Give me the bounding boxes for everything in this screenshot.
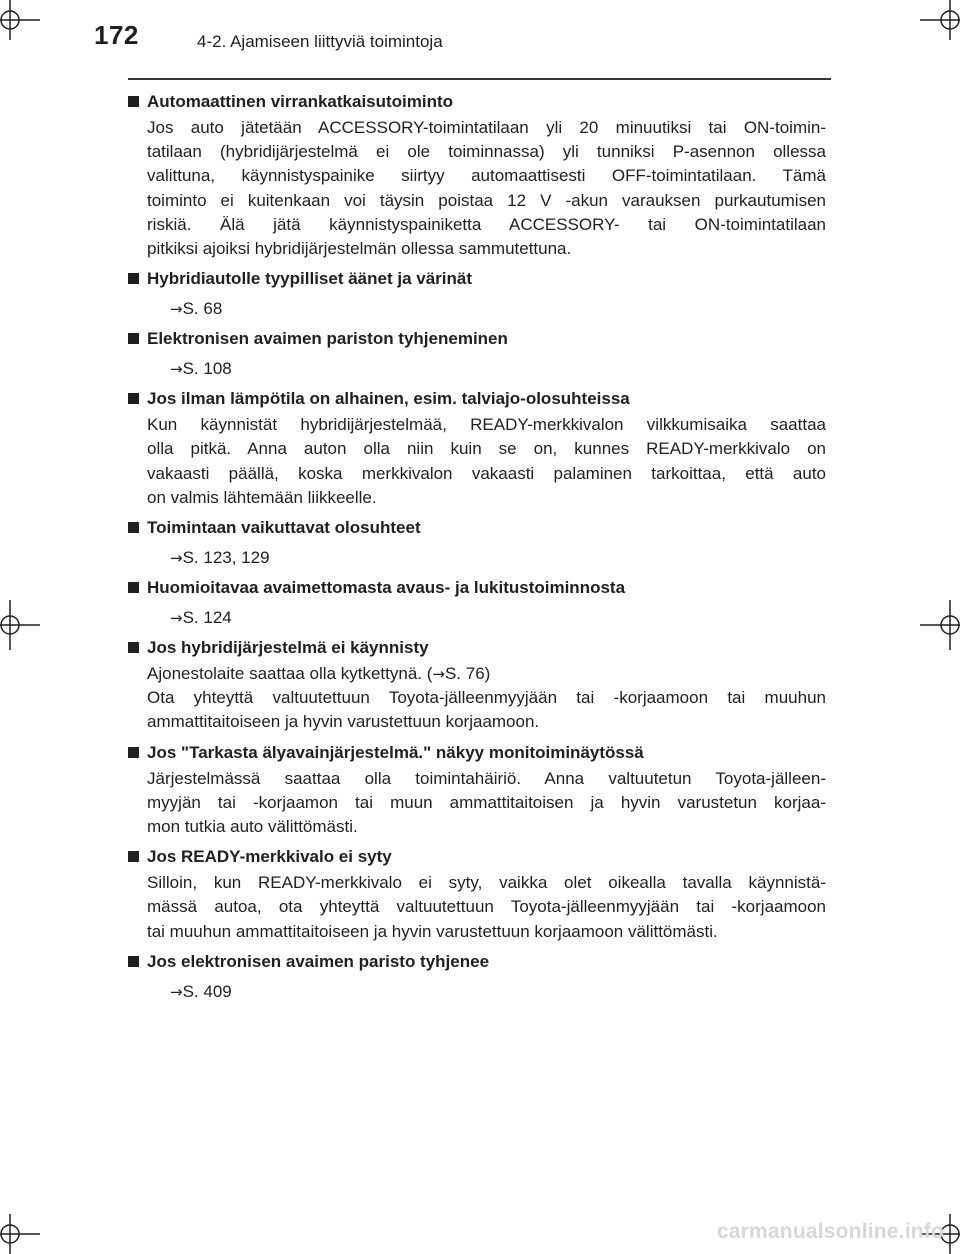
- watermark: carmanualsonline.info: [716, 1220, 944, 1243]
- section-heading: Hybridiautolle tyypilliset äänet ja värinät: [147, 269, 472, 289]
- page-reference[interactable]: [170, 357, 826, 381]
- body-line: myyjän tai -korjaamon tai muun ammattitaitoisen ja hyvin varustetun korjaa-: [147, 792, 826, 812]
- body-line: vakaasti päällä, koska merkkivalon vakaasti palaminen tarkoittaa, että auto: [147, 463, 826, 483]
- square-bullet-icon: [128, 333, 139, 344]
- body-line: Järjestelmässä saattaa olla toimintahäiriö. Anna valtuutetun Toyota-jälleen-: [147, 768, 826, 788]
- right-arrow-icon: →: [170, 982, 183, 1001]
- section-heading: Huomioitavaa avaimettomasta avaus- ja lukitustoiminnosta: [147, 578, 626, 598]
- section-body: [147, 116, 826, 261]
- body-line: olla pitkä. Anna auton olla niin kuin se on, kunnes READY-merkkivalo on: [147, 439, 826, 459]
- body-line: mässä autoa, ota yhteyttä valtuutettuun Toyota-jälleenmyyjään tai -korjaamoon: [147, 897, 826, 917]
- body-line: ammattitaitoiseen ja hyvin varustettuun korjaamoon.: [147, 712, 540, 732]
- body-line: valittuna, käynnistyspainike siirtyy automaattisesti OFF-toimintatilaan. Tämä: [147, 166, 826, 186]
- page-reference[interactable]: [170, 546, 826, 570]
- section-heading: Jos "Tarkasta älyavainjärjestelmä." näkyy monitoiminäytössä: [147, 742, 644, 762]
- body-line: mon tutkia auto välittömästi.: [147, 817, 358, 837]
- reference-text: S. 409: [182, 981, 232, 1001]
- body-text: Ajonestolaite saattaa olla kytkettynä. (: [147, 664, 433, 684]
- body-line: pitkiksi ajoiksi hybridijärjestelmän ollessa sammutettuna.: [147, 239, 572, 259]
- section-body: [147, 767, 826, 840]
- page-number: 172: [94, 20, 139, 50]
- registration-mark-icon: [920, 0, 960, 40]
- page-reference[interactable]: [170, 980, 826, 1004]
- body-line: Jos auto jätetään ACCESSORY-toimintatilaan yli 20 minuutiksi tai ON-toimin-: [147, 118, 826, 137]
- section-heading: Toimintaan vaikuttavat olosuhteet: [147, 518, 421, 538]
- square-bullet-icon: [128, 582, 139, 593]
- right-arrow-icon: →: [170, 360, 183, 379]
- page-reference[interactable]: [170, 606, 826, 630]
- section-heading: Jos ilman lämpötila on alhainen, esim. talviajo-olosuhteissa: [147, 389, 630, 409]
- section-heading: Jos hybridijärjestelmä ei käynnisty: [147, 638, 429, 658]
- right-arrow-icon: →: [432, 665, 445, 684]
- section-body: [147, 871, 826, 944]
- square-bullet-icon: [128, 96, 139, 107]
- square-bullet-icon: [128, 747, 139, 758]
- square-bullet-icon: [128, 393, 139, 404]
- body-line: [147, 662, 826, 686]
- square-bullet-icon: [128, 851, 139, 862]
- body-line: on valmis lähtemään liikkeelle.: [147, 487, 377, 507]
- right-arrow-icon: →: [170, 300, 183, 319]
- inline-page-reference[interactable]: S. 76): [444, 664, 491, 684]
- square-bullet-icon: [128, 522, 139, 533]
- right-arrow-icon: →: [170, 609, 183, 628]
- page-content: [128, 90, 826, 1010]
- section-heading: Automaattinen virrankatkaisutoiminto: [147, 92, 454, 111]
- registration-mark-icon: [920, 600, 960, 650]
- square-bullet-icon: [128, 956, 139, 967]
- body-line: Silloin, kun READY-merkkivalo ei syty, vaikka olet oikealla tavalla käynnistä-: [147, 873, 826, 893]
- square-bullet-icon: [128, 273, 139, 284]
- registration-mark-icon: [0, 0, 40, 40]
- page-reference[interactable]: [170, 297, 826, 321]
- section-keyless-notes: [128, 576, 826, 630]
- body-line: Ota yhteyttä valtuutettuun Toyota-jälleenmyyjään tai -korjaamoon tai muuhun: [147, 688, 826, 708]
- reference-text: S. 68: [182, 299, 223, 319]
- body-line: tatilaan (hybridijärjestelmä ei ole toiminnassa) yli tunniksi P-asennon ollessa: [147, 142, 826, 162]
- section-low-temperature: [128, 387, 826, 510]
- registration-mark-icon: [0, 600, 40, 650]
- section-heading: Jos elektronisen avaimen paristo tyhjenee: [147, 951, 490, 971]
- section-body: [147, 662, 826, 735]
- section-hybrid-sounds: [128, 267, 826, 321]
- body-line: riskiä. Älä jätä käynnistyspainiketta ACCESSORY- tai ON-toimintatilaan: [147, 214, 826, 234]
- section-auto-power-off: [128, 90, 826, 261]
- section-ready-light-off: [128, 845, 826, 944]
- chapter-title: 4-2. Ajamiseen liittyviä toimintoja: [197, 32, 443, 51]
- right-arrow-icon: →: [170, 549, 183, 568]
- reference-text: S. 123, 129: [182, 548, 270, 568]
- reference-text: S. 108: [182, 359, 232, 379]
- section-heading: Jos READY-merkkivalo ei syty: [147, 847, 392, 867]
- section-body: [147, 413, 826, 510]
- body-line: toiminto ei kuitenkaan voi täysin poistaa 12 V -akun varauksen purkautumisen: [147, 190, 826, 210]
- section-hybrid-not-starting: [128, 636, 826, 735]
- body-line: tai muuhun ammattitaitoiseen ja hyvin varustettuun korjaamoon välittömästi.: [147, 921, 718, 941]
- section-operating-conditions: [128, 516, 826, 570]
- section-key-battery-depletion: [128, 327, 826, 381]
- section-smart-key-check: [128, 741, 826, 840]
- square-bullet-icon: [128, 642, 139, 653]
- section-heading: Elektronisen avaimen pariston tyhjeneminen: [147, 329, 508, 349]
- body-line: Kun käynnistät hybridijärjestelmää, READY-merkkivalon vilkkumisaika saattaa: [147, 415, 826, 435]
- reference-text: S. 124: [182, 608, 232, 628]
- header-divider: [128, 78, 831, 80]
- section-key-battery-empty: [128, 950, 826, 1004]
- registration-mark-icon: [0, 1214, 40, 1254]
